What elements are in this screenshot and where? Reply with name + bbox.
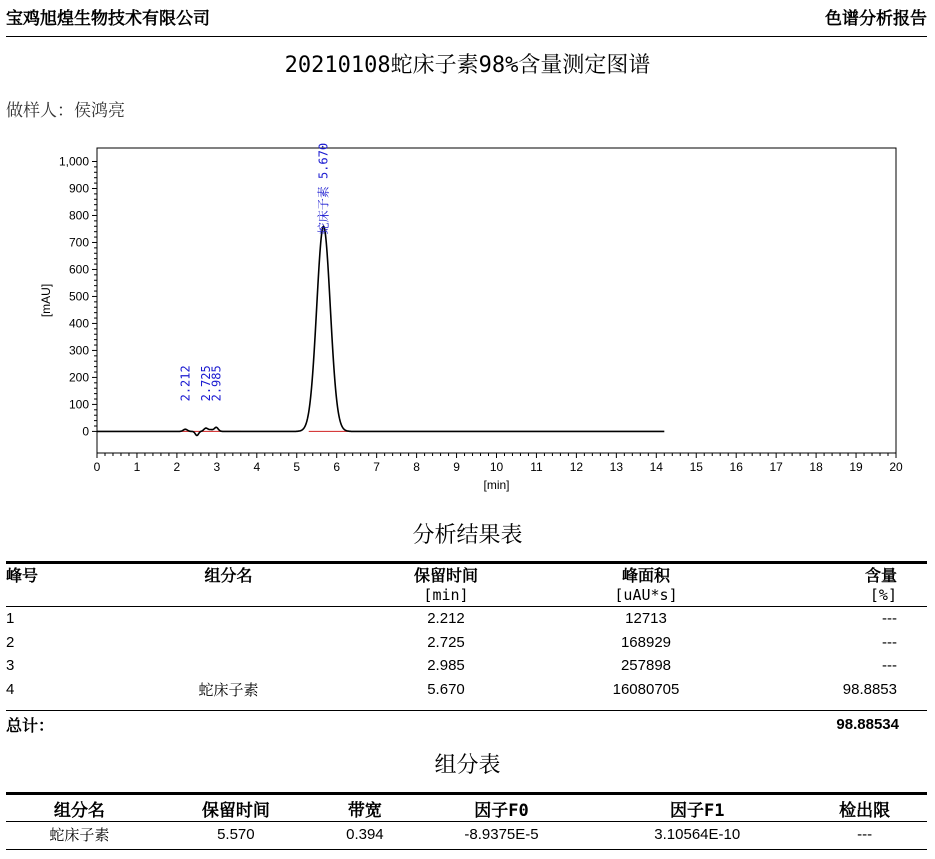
y-tick-label: 900 [68, 181, 89, 196]
chart-peak-labels [178, 143, 330, 401]
x-tick-label: 16 [729, 460, 743, 474]
y-tick-label: 600 [68, 262, 89, 277]
components-title: 组分表 [434, 753, 501, 778]
x-tick-label: 19 [849, 460, 863, 474]
cell-no: 1 [6, 610, 15, 628]
cell-no: 4 [6, 680, 15, 698]
results-table [6, 566, 927, 701]
table-row [6, 631, 927, 655]
total-label: 总计： [6, 716, 55, 735]
x-tick-label: 18 [809, 460, 823, 474]
col-peak-area: 峰面积 [uAU*s] [614, 566, 678, 604]
signal-trace [97, 226, 664, 435]
y-tick-label: 0 [82, 424, 89, 439]
x-tick-label: 0 [93, 460, 101, 474]
cell-name [136, 654, 321, 678]
y-tick-label: 500 [68, 289, 89, 304]
cell-content: --- [882, 633, 897, 651]
x-tick-label: 7 [373, 460, 380, 474]
peak-label: 蛇床子素 5.670 [316, 142, 331, 235]
table-row [6, 822, 927, 845]
y-tick-label: 200 [68, 370, 89, 385]
cell-rt: 5.670 [427, 680, 465, 698]
results-body [6, 607, 927, 701]
operator-line [6, 96, 125, 121]
peak-label: 2.725 [198, 365, 213, 402]
comp-cell-0: 蛇床子素 [49, 827, 110, 844]
comp-cell-5: --- [857, 826, 873, 843]
y-tick-label: 700 [68, 235, 89, 250]
comp-col-4: 因子F1 [670, 800, 725, 821]
results-header-row [6, 566, 927, 605]
cell-content: --- [882, 657, 897, 675]
operator-label: 做样人： [6, 101, 74, 121]
comp-col-2: 带宽 [347, 800, 382, 821]
cell-no: 2 [6, 633, 15, 651]
comp-col-3: 因子F0 [474, 800, 529, 821]
document-title: 20210108蛇床子素98%含量测定图谱 [284, 53, 651, 78]
x-tick-label: 6 [333, 460, 341, 474]
comp-cell-3: -8.9375E-5 [464, 826, 539, 843]
report-type: 色谱分析报告 [825, 9, 927, 29]
y-axis-label: [mAU] [39, 283, 53, 318]
components-header-row [6, 795, 927, 821]
y-tick-label: 1,000 [58, 154, 89, 169]
comp-cell-4: 3.10564E-10 [654, 826, 741, 843]
cell-area: 12713 [625, 610, 667, 628]
cell-content: 98.8853 [842, 680, 897, 698]
x-tick-label: 5 [293, 460, 301, 474]
table-row [6, 678, 927, 702]
company-name: 宝鸡旭煌生物技术有限公司 [6, 9, 210, 29]
x-axis-label: [min] [483, 478, 510, 492]
table-row [6, 607, 927, 631]
x-tick-label: 2 [173, 460, 181, 474]
results-bottom-rule [6, 710, 927, 711]
x-tick-label: 4 [253, 460, 261, 474]
col-component-name: 组分名 [204, 566, 253, 585]
total-value: 98.88534 [836, 716, 899, 733]
x-tick-label: 14 [649, 460, 663, 474]
comp-col-5: 检出限 [839, 800, 891, 821]
cell-area: 168929 [620, 633, 672, 651]
y-tick-label: 400 [68, 316, 89, 331]
table-row [6, 654, 927, 678]
x-tick-label: 15 [689, 460, 703, 474]
cell-no: 3 [6, 657, 15, 675]
x-tick-label: 9 [453, 460, 460, 474]
cell-rt: 2.725 [427, 633, 465, 651]
chromatogram-chart [0, 140, 935, 500]
cell-name [136, 607, 321, 631]
operator-name: 侯鸿亮 [74, 101, 125, 121]
peak-label: 2.985 [209, 365, 224, 402]
cell-name [136, 631, 321, 655]
y-tick-label: 800 [68, 208, 89, 223]
cell-area: 16080705 [612, 680, 680, 698]
x-tick-label: 12 [569, 460, 584, 474]
x-tick-label: 13 [609, 460, 624, 474]
x-tick-label: 3 [213, 460, 221, 474]
x-tick-label: 17 [769, 460, 783, 474]
x-tick-label: 8 [413, 460, 420, 474]
col-content: 含量 [%] [864, 566, 897, 604]
y-tick-label: 300 [68, 343, 89, 358]
cell-name: 蛇床子素 [198, 681, 259, 699]
results-top-rule [6, 561, 927, 564]
col-retention-time: 保留时间 [min] [413, 566, 478, 604]
x-tick-label: 11 [530, 460, 543, 474]
comp-cell-2: 0.394 [346, 826, 384, 843]
components-bottom-rule [6, 849, 927, 850]
cell-rt: 2.985 [427, 657, 465, 675]
comp-col-1: 保留时间 [201, 800, 270, 821]
cell-rt: 2.212 [427, 610, 465, 628]
x-tick-label: 20 [889, 460, 903, 474]
cell-content: --- [882, 610, 897, 628]
chart-trace [97, 226, 664, 435]
chart-axes [39, 148, 903, 492]
plot-frame [97, 148, 896, 453]
peak-label: 2.212 [178, 365, 193, 402]
comp-cell-1: 5.570 [217, 826, 255, 843]
x-tick-label: 1 [133, 460, 141, 474]
components-body [6, 822, 927, 845]
comp-col-0: 组分名 [53, 800, 105, 821]
results-title: 分析结果表 [412, 523, 523, 548]
x-tick-label: 10 [489, 460, 504, 474]
header-divider [6, 36, 927, 37]
col-peak-no: 峰号 [6, 566, 39, 585]
y-tick-label: 100 [68, 397, 89, 412]
components-table [6, 795, 927, 845]
cell-area: 257898 [620, 657, 672, 675]
